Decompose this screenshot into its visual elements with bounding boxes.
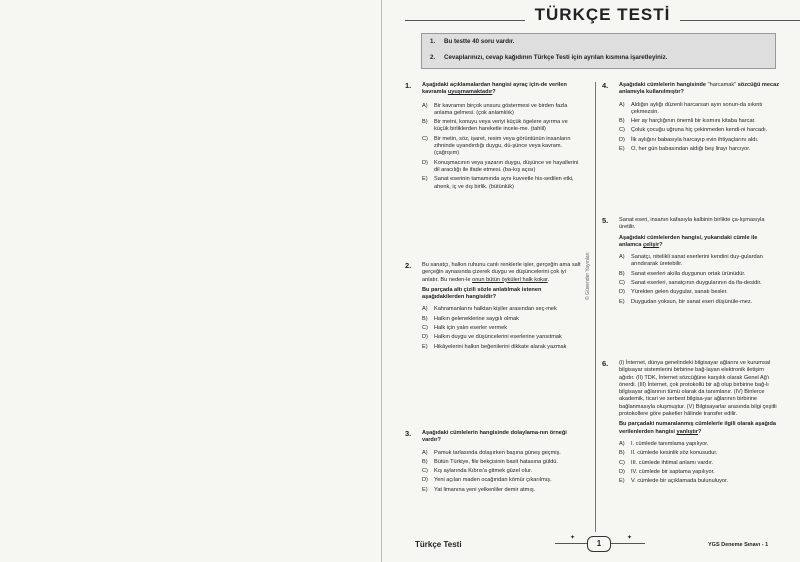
answer-option[interactable]: A) Sanatçı, nitelikli sanat eserlerini kendini duy-gulardan arındırarak üretebilir. (619, 254, 763, 268)
answer-option[interactable]: C) III. cümlede ihtimal anlamı vardır. (619, 459, 714, 466)
answer-option[interactable]: B) Bütün Türkiye, file bekçisinin basit hatasına güldü. (422, 458, 558, 465)
page-title: TÜRKÇE TESTİ (405, 5, 800, 25)
answer-option[interactable]: B) Her ay harçlığının önemli bir kısmını kitaba harcar. (619, 118, 756, 125)
answer-option[interactable]: B) Halkın geleneklerine saygılı olmak (422, 315, 519, 322)
answer-option[interactable]: E) Hikâyelerini halkın beğenilerini dikkate alarak yazmak (422, 343, 567, 350)
instruction-item: 2. Cevaplarınızı, cevap kağıdının Türkçe Testi için ayrılan kısmına işaretleyiniz. (430, 54, 668, 61)
question-passage: (I) İnternet, dünya genelindeki bilgisayar ağlarını ve kurumsal bilgisayar sistemlerini birbirine bağ-layan elektronik iletişim ağıdır. (II) TDK, İnternet sözcüğüne karşılık olarak Genel Ağ'ı önerdi. (III) İnternet, çok protokollü bir ağ olup birbirine bağ-lı bilgisayar ağlarının tümü olarak da tanımlanır. (IV) Binlerce akademik, ticari ve serbest bilgisa-yar ağlarının birbirine bağlanmasıyla oluşmuştur. (V) Bilgisayarlar arasında bilgi çeşitli protokollere göre paketler hâlinde transfer edilir. (619, 360, 777, 418)
question-1: 1. Aşağıdaki açıklamalardan hangisi ayraç için-de verilen kavramla uyuşmamaktadır? A) Bir kavramın birçok unsuru göstermesi ve birden fazla anlama gelmesi. (çok anlamlılık) B) Bir metni, konuyu veya veriyi küçük ögelere ayırma ve küçük birliklerden hareketle incele-me. (tahlil) C) Bir metin, söz, işaret, resim veya görüntünün insanların zihninde uyandırdığı duygu, dü-şünce veya kavram. (çağrışım) D) Konuşmacının veya yazarın duygu, düşünce ve hayallerini dil aracılığı ile ifade etmesi. (ba-kış açısı) E) Sanat eserinin tamamında aynı kuvvetle his-sedilen etki, ahenk, iç ve dış birlik. (bütünlük) (405, 82, 583, 191)
footer-exam-name: YGS Deneme Sınavı - 1 (708, 542, 769, 548)
answer-option[interactable]: C) Sanat eserleri, sanatçının duygularının da ifa-desidir. (619, 280, 762, 287)
footer-subject: Türkçe Testi (415, 540, 462, 549)
answer-option[interactable]: A) Bir kavramın birçok unsuru göstermesi ve birden fazla anlama gelmesi. (çok anlamlılık) (422, 102, 568, 116)
answer-option[interactable]: A) I. cümlede tanımlama yapılıyor. (619, 440, 709, 447)
answer-option[interactable]: D) Yeni açılan maden ocağından kömür çıkarılmış. (422, 477, 552, 484)
answer-option[interactable]: A) Aldığın aylığı düzenli harcarsan ayın sonun-da sıkıntı çekmezsin. (619, 101, 763, 115)
answer-option[interactable]: D) Halkın duygu ve düşüncelerini eserlerine yansıtmak (422, 334, 562, 341)
answer-option[interactable]: C) Kış aylarında Kıbrıs'a gitmek güzel olur. (422, 468, 533, 475)
question-stem: Aşağıdaki cümlelerin hangisinde "harcamak" sözcüğü mecaz anlamıyla kullanılmıştır? (619, 82, 780, 96)
answer-option[interactable]: D) Yürekten gelen duygular, sanatı besler. (619, 289, 728, 296)
answer-option[interactable]: E) Yat limanına yeni yelkenliler demir atmış. (422, 486, 536, 493)
question-2: 2. Bu sanatçı, halkın ruhunu canlı renklerle işler, gerçeğin ama salt gerçeğin aynasında çizerek duygu ve düşüncelerini çok iyi anlatır. Bu neden-le onun bütün öykülerl halk kokar. Bu parçada altı çizili sözle anlatılmak istenen aşağıdakilerden hangisidir? A) Kahramanlarını halktan kişiler arasından seç-mek B) Halkın geleneklerine saygılı olmak C) Halk için yalın eserler vermek D) Halkın duygu ve düşüncelerini eserlerine yansıtmak E) Hikâyelerini halkın beğenilerini dikkate alarak yazmak (405, 262, 583, 351)
question-stem: Bu parçadaki numaralanmış cümlelerle ilgili olarak aşağıda verilenlerden hangisi yanlıştır? (619, 421, 777, 435)
answer-option[interactable]: C) Halk için yalın eserler vermek (422, 325, 508, 332)
instructions-box (421, 33, 776, 69)
answer-option[interactable]: A) Pamuk tarlasında dolaşırken başına güneş geçmiş. (422, 449, 561, 456)
publisher-watermark: © Güvender Yayınları (585, 252, 591, 300)
page-gutter (381, 0, 382, 562)
answer-option[interactable]: D) IV. cümlede bir saptama yapılıyor. (619, 468, 715, 475)
answer-option[interactable]: C) Bir metin, söz, işaret, resim veya görüntünün insanların zihninde uyandırdığı duygu, dü-şünce veya kavram. (çağrışım) (422, 135, 571, 157)
question-5: 5. Sanat eseri, insanın kafasıyla kalbinin birlikte ça-lışmasıyla üretilir. Aşağıdaki cümlelerden hangisi, yukarıdaki cümle ile anlamca çelişir? A) Sanatçı, nitelikli sanat eserlerini kendini duy-gulardan arındırarak üretebilir. B) Sanat eserleri akılla duygunun ortak ürünüdür. C) Sanat eserleri, sanatçının duygularının da ifa-desidir. D) Yürekten gelen duygular, sanatı besler. E) Duygudan yoksun, bir sanat eseri düşünüle-mez. (602, 217, 780, 306)
question-stem: Aşağıdaki cümlelerden hangisi, yukarıdaki cümle ile anlamca çelişir? (619, 234, 758, 248)
question-stem: Bu parçada altı çizili sözle anlatılmak istenen aşağıdakilerden hangisidir? (422, 286, 542, 301)
answer-option[interactable]: D) Konuşmacının veya yazarın duygu, düşünce ve hayallerini dil aracılığı ile ifade etmesi. (ba-kış açısı) (422, 159, 579, 173)
question-3: 3. Aşağıdaki cümlelerin hangisinde dolaylama-nın örneği vardır? A) Pamuk tarlasında dolaşırken başına güneş geçmiş. B) Bütün Türkiye, file bekçisinin basit hatasına güldü. C) Kış aylarında Kıbrıs'a gitmek güzel olur. D) Yeni açılan maden ocağından kömür çıkarılmış. E) Yat limanına yeni yelkenliler demir atmış. (405, 430, 583, 494)
question-4: 4. Aşağıdaki cümlelerin hangisinde "harcamak" sözcüğü mecaz anlamıyla kullanılmıştır? A) Aldığın aylığı düzenli harcarsan ayın sonun-da sıkıntı çekmezsin. B) Her ay harçlığının önemli bir kısmını kitaba harcar. C) Çoluk çocuğu uğruna hiç çekinmeden kendi-ni harcadı. D) İlk aylığını babasıyla harcayıp evin ihtiyaçlarını aldı. E) O, her gün babasından aldığı beş lirayı harcıyor. (602, 81, 780, 153)
answer-option[interactable]: B) Sanat eserleri akılla duygunun ortak ürünüdür. (619, 270, 746, 277)
question-stem: Aşağıdaki cümlelerin hangisinde dolaylama-nın örneği vardır? (422, 430, 567, 444)
answer-option[interactable]: C) Çoluk çocuğu uğruna hiç çekinmeden kendi-ni harcadı. (619, 127, 768, 134)
column-divider (595, 82, 596, 532)
answer-option[interactable]: E) Sanat eserinin tamamında aynı kuvvetle his-sedilen etki, ahenk, iç ve dış birlik. (bütünlük) (422, 176, 574, 190)
question-passage: Bu sanatçı, halkın ruhunu canlı renklerle işler, gerçeğin ama salt gerçeğin aynasında çizerek duygu ve düşüncelerini çok iyi anlatır. Bu neden-le onun bütün öykülerl halk kokar. (422, 262, 581, 283)
question-stem: Aşağıdaki açıklamalardan hangisi ayraç için-de verilen kavramla uyuşmamaktadır? (422, 82, 567, 96)
answer-option[interactable]: A) Kahramanlarını halktan kişiler arasından seç-mek (422, 306, 557, 313)
exam-page (405, 0, 800, 562)
answer-option[interactable]: E) Duygudan yoksun, bir sanat eseri düşünüle-mez. (619, 298, 753, 305)
answer-option[interactable]: E) V. cümlede bir açıklamada bulunuluyor. (619, 478, 729, 485)
answer-option[interactable]: B) II. cümlede kesinlik söz konusudur. (619, 450, 718, 457)
question-6: 6. (I) İnternet, dünya genelindeki bilgisayar ağlarını ve kurumsal bilgisayar sistemlerini birbirine bağ-layan elektronik iletişim ağıdır. (II) TDK, İnternet sözcüğüne karşılık olarak Genel Ağ'ı önerdi. (III) İnternet, çok protokollü bir ağ olup birbirine bağ-lı bilgisayar ağlarının tümü olarak da tanımlanır. (IV) Binlerce akademik, ticari ve serbest bilgisa-yar ağlarının birbirine bağlanmasıyla oluşmuştur. (V) Bilgisayarlar arasında bilgi çeşitli protokollere göre paketler hâlinde transfer edilir. Bu parçadaki numaralanmış cümlelerle ilgili olarak aşağıda verilenlerden hangisi yanlıştır? A) I. cümlede tanımlama yapılıyor. B) II. cümlede kesinlik söz konusudur. C) III. cümlede ihtimal anlamı vardır. D) IV. cümlede bir saptama yapılıyor. E) V. cümlede bir açıklamada bulunuluyor. (602, 360, 780, 485)
instruction-item: 1. Bu testte 40 soru vardır. (430, 38, 515, 45)
answer-option[interactable]: B) Bir metni, konuyu veya veriyi küçük ögelere ayırma ve küçük birliklerden hareketle incele-me. (tahlil) (422, 119, 568, 133)
answer-option[interactable]: D) İlk aylığını babasıyla harcayıp evin ihtiyaçlarını aldı. (619, 136, 759, 143)
ornament-icon: ✦ (570, 535, 576, 541)
question-passage: Sanat eseri, insanın kafasıyla kalbinin birlikte ça-lışmasıyla üretilir. (619, 217, 765, 231)
answer-option[interactable]: E) O, her gün babasından aldığı beş lirayı harcıyor. (619, 146, 751, 153)
ornament-icon: ✦ (627, 535, 633, 541)
page-number: 1 (587, 536, 611, 552)
